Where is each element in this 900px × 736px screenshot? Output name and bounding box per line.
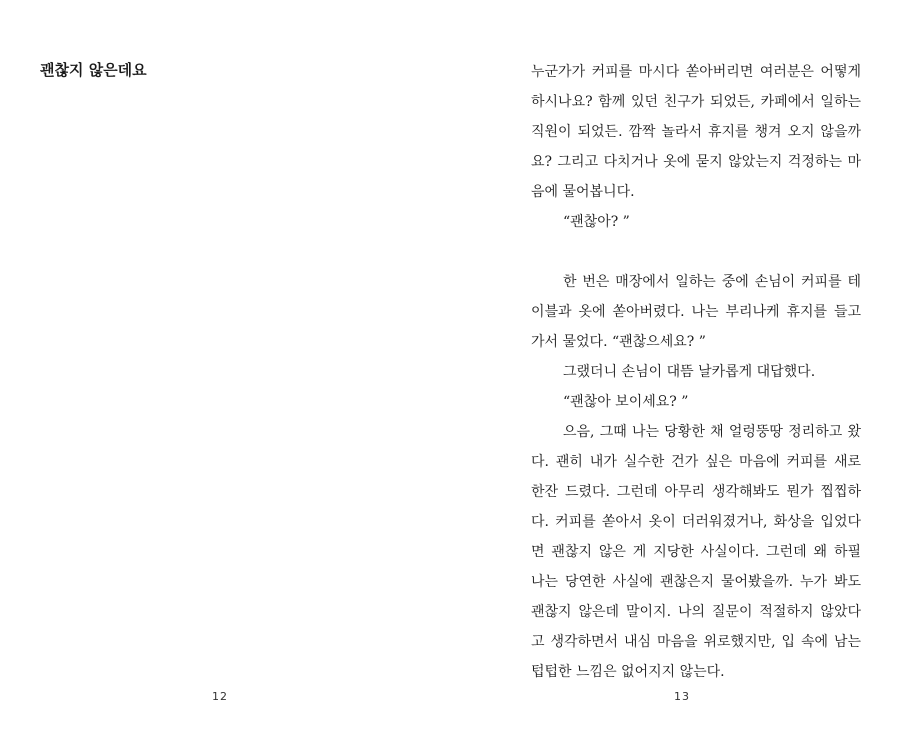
page-number-left: 12: [212, 690, 228, 703]
dialogue-line: “괜찮아? ”: [563, 214, 630, 230]
text-line: 요? 그리고 다치거나 옷에 묻지 않았는지 걱정하는 마: [531, 154, 861, 170]
text-line: 면 괜찮지 않은 게 지당한 사실이다. 그런데 왜 하필: [531, 544, 861, 560]
text-line: 음에 물어봅니다.: [531, 184, 635, 200]
body-text: [531, 57, 861, 687]
text-line: 가서 물었다. “괜찮으세요? ”: [531, 334, 706, 350]
text-line: 나는 당연한 사실에 괜찮은지 물어봤을까. 누가 봐도: [531, 574, 861, 590]
text-line: 다. 괜히 내가 실수한 건가 싶은 마음에 커피를 새로: [531, 454, 861, 470]
text-line: 으음, 그때 나는 당황한 채 얼렁뚱땅 정리하고 왔: [563, 424, 861, 440]
chapter-title: 괜찮지 않은데요: [40, 61, 147, 79]
blank-line: [531, 237, 861, 267]
page-number-right: 13: [674, 690, 690, 703]
text-line: 고 생각하면서 내심 마음을 위로했지만, 입 속에 남는: [531, 634, 861, 650]
text-line: 하시나요? 함께 있던 친구가 되었든, 카페에서 일하는: [531, 94, 861, 110]
text-line: 그랬더니 손님이 대뜸 날카롭게 대답했다.: [563, 364, 816, 380]
text-line: 괜찮지 않은데 말이지. 나의 질문이 적절하지 않았다: [531, 604, 861, 620]
text-line: 텁텁한 느낌은 없어지지 않는다.: [531, 664, 725, 680]
right-page: [450, 0, 900, 736]
text-line: 직원이 되었든. 깜짝 놀라서 휴지를 챙겨 오지 않을까: [531, 124, 861, 140]
text-line: 이블과 옷에 쏟아버렸다. 나는 부리나케 휴지를 들고: [531, 304, 861, 320]
text-line: 한잔 드렸다. 그런데 아무리 생각해봐도 뭔가 찝찝하: [531, 484, 861, 500]
dialogue-line: “괜찮아 보이세요? ”: [563, 394, 689, 410]
text-line: 누군가가 커피를 마시다 쏟아버리면 여러분은 어떻게: [531, 64, 861, 80]
text-line: 다. 커피를 쏟아서 옷이 더러워졌거나, 화상을 입었다: [531, 514, 861, 530]
text-line: 한 번은 매장에서 일하는 중에 손님이 커피를 테: [563, 274, 861, 290]
